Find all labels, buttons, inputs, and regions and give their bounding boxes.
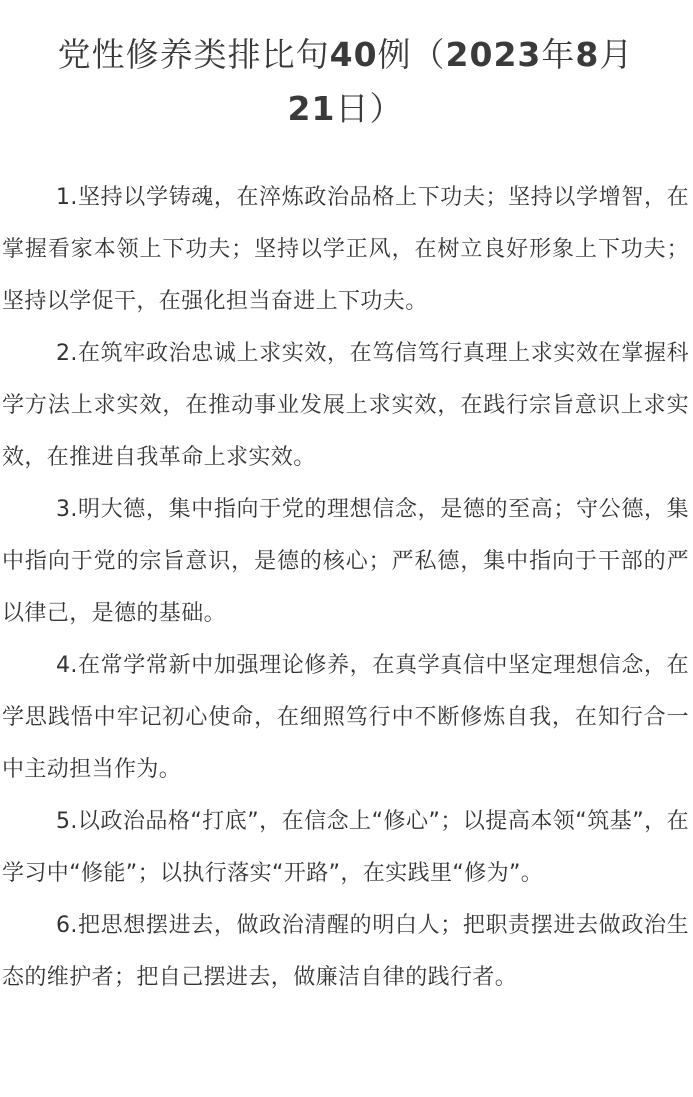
paragraph-6: 6.把思想摆进去，做政治清醒的明白人；把职责摆进去做政治生态的维护者；把自己摆进去，做廉洁自律的践行者。 [2, 913, 689, 990]
paragraph-2: 2.在筑牢政治忠诚上求实效，在笃信笃行真理上求实效在掌握科学方法上求实效，在推动事业发展上求实效，在践行宗旨意识上求实效，在推进自我革命上求实效。 [2, 341, 689, 470]
title-part: 日） [335, 89, 404, 128]
title-part: 例（ [377, 35, 446, 74]
paragraph-4: 4.在常学常新中加强理论修养，在真学真信中坚定理想信念，在学思践悟中牢记初心使命，在细照笃行中不断修炼自我，在知行合一中主动担当作为。 [2, 653, 689, 782]
title-part: 月 [599, 35, 634, 74]
title-part: 2023 [445, 35, 542, 74]
title-part: 8 [575, 35, 600, 74]
document-title [2, 28, 689, 136]
title-part: 年 [541, 35, 576, 74]
paragraph-5: 5.以政治品格“打底”，在信念上“修心”；以提高本领“筑基”，在学习中“修能”；以执行落实“开路”，在实践里“修为”。 [2, 809, 689, 886]
title-part: 21 [287, 89, 336, 128]
title-part: 40 [329, 35, 378, 74]
paragraph-1: 1.坚持以学铸魂，在淬炼政治品格上下功夫；坚持以学增智，在掌握看家本领上下功夫；坚持以学正风，在树立良好形象上下功夫；坚持以学促干，在强化担当奋进上下功夫。 [2, 185, 689, 314]
paragraph-3: 3.明大德，集中指向于党的理想信念，是德的至高；守公德，集中指向于党的宗旨意识，是德的核心；严私德，集中指向于干部的严以律己，是德的基础。 [2, 497, 689, 626]
title-part: 党性修养类排比句 [57, 35, 330, 74]
